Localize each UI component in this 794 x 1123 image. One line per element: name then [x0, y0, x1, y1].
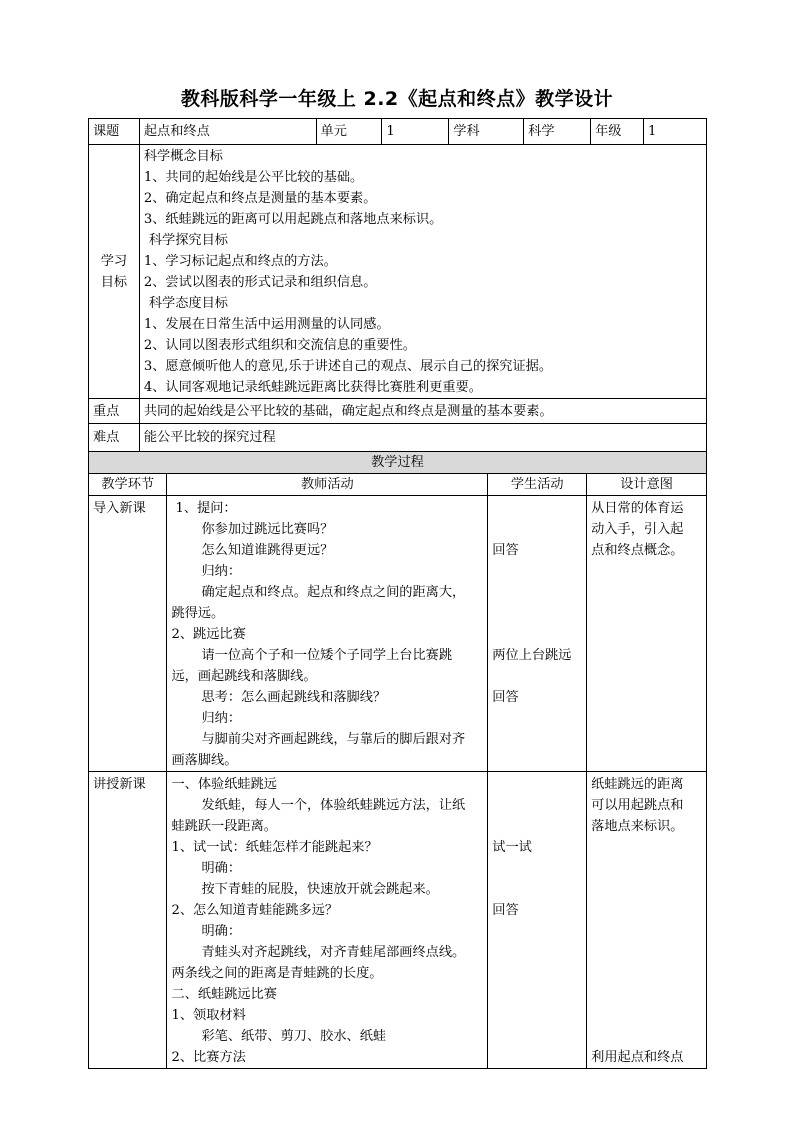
objective-line: 1、发展在日常生活中运用测量的认同感。 [143, 317, 390, 332]
course-value: 起点和终点 [139, 119, 316, 145]
process-columns-row [89, 474, 707, 496]
difficulty-row [89, 424, 707, 452]
objective-line: 1、学习标记起点和终点的方法。 [143, 254, 337, 269]
teacher-line: 确定起点和终点。起点和终点之间的距离大， [201, 585, 466, 600]
student-line [492, 879, 582, 900]
intent-line: 点和终点概念。 [591, 543, 684, 558]
process-heading: 教学过程 [89, 452, 707, 474]
course-label: 课题 [89, 119, 140, 145]
grade-value: 1 [644, 119, 707, 145]
intro-student [488, 496, 587, 772]
col-student: 学生活动 [488, 474, 587, 496]
student-line: 回答 [492, 690, 519, 705]
student-line [492, 624, 582, 645]
col-teacher: 教师活动 [167, 474, 488, 496]
key-point-label: 重点 [89, 399, 140, 424]
teacher-line: 明确： [201, 861, 242, 876]
teacher-line: 归纳： [201, 711, 242, 726]
teacher-line: 1、试一试：纸蛙怎样才能跳起来？ [171, 840, 378, 855]
subject-value: 科学 [524, 119, 591, 145]
student-line [492, 816, 582, 837]
difficulty-label: 难点 [89, 424, 140, 452]
teacher-line: 怎么知道谁跳得更远？ [201, 543, 334, 558]
intent-line: 从日常的体育运 [591, 501, 684, 516]
teacher-line: 远，画起跳线和落脚线。 [171, 669, 317, 684]
teacher-line: 跳得远。 [171, 606, 225, 621]
intent-line: 动入手，引入起 [591, 522, 684, 537]
objective-line: 1、共同的起始线是公平比较的基础。 [143, 170, 364, 185]
col-intent: 设计意图 [587, 474, 707, 496]
lecture-row [89, 772, 707, 1069]
lecture-student [488, 772, 587, 1069]
objectives-content [139, 145, 706, 399]
teacher-line: 与脚前尖对齐画起跳线，与靠后的脚后跟对齐 [201, 732, 466, 747]
student-line [492, 582, 582, 603]
lecture-teacher [167, 772, 488, 1069]
teacher-line: 按下青蛙的屁股，快速放开就会跳起来。 [201, 882, 439, 897]
key-point-row [89, 399, 707, 424]
difficulty-value: 能公平比较的探究过程 [139, 424, 706, 452]
teacher-line: 1、提问： [175, 501, 237, 516]
teacher-line: 请一位高个子和一位矮个子同学上台比赛跳 [201, 648, 453, 663]
header-row [89, 119, 707, 145]
document-title: 教科版科学一年级上 2.2《起点和终点》教学设计 [180, 88, 614, 110]
teacher-line: 2、怎么知道青蛙能跳多远？ [171, 903, 339, 918]
teacher-line: 画落脚线。 [171, 753, 238, 768]
student-line [492, 774, 582, 795]
teacher-line: 两条线之间的距离是青蛙跳的长度。 [171, 966, 383, 981]
teacher-line: 2、跳远比赛 [171, 627, 246, 642]
objectives-label [89, 145, 140, 399]
objectives-label-line: 学习 [100, 253, 128, 269]
student-line: 回答 [492, 543, 519, 558]
objective-line: 科学态度目标 [148, 296, 228, 311]
student-line [492, 603, 582, 624]
teacher-line: 归纳： [201, 564, 242, 579]
student-line [492, 666, 582, 687]
teacher-line: 二、纸蛙跳远比赛 [171, 987, 277, 1002]
lecture-stage: 讲授新课 [89, 772, 167, 1069]
intent-line: 落地点来标识。 [591, 819, 684, 834]
intent-line: 可以用起跳点和 [591, 798, 684, 813]
objective-line: 2、认同以图表形式组织和交流信息的重要性。 [143, 338, 416, 353]
teacher-line: 青蛙头对齐起跳线，对齐青蛙尾部画终点线。 [201, 945, 466, 960]
teacher-line: 1、领取材料 [171, 1008, 246, 1023]
intro-intent [587, 496, 707, 772]
objectives-row [89, 145, 707, 399]
teacher-line: 明确： [201, 924, 242, 939]
student-line [492, 795, 582, 816]
student-line [492, 561, 582, 582]
student-line: 试一试 [492, 840, 532, 855]
student-line [492, 858, 582, 879]
col-stage: 教学环节 [89, 474, 167, 496]
intent-line: 利用起点和终点 [591, 1050, 684, 1065]
student-line: 两位上台跳远 [492, 648, 572, 663]
subject-label: 学科 [449, 119, 524, 145]
teacher-line: 蛙跳跃一段距离。 [171, 819, 277, 834]
objective-line: 3、纸蛙跳远的距离可以用起跳点和落地点来标识。 [143, 212, 443, 227]
objectives-label-line: 目标 [100, 274, 128, 290]
lecture-intent [587, 772, 707, 1069]
process-heading-row [89, 452, 707, 474]
teacher-line: 2、比赛方法 [171, 1050, 246, 1065]
teacher-line: 彩笔、纸带、剪刀、胶水、纸蛙 [201, 1029, 387, 1044]
grade-label: 年级 [591, 119, 644, 145]
objective-line: 2、尝试以图表的形式记录和组织信息。 [143, 275, 377, 290]
student-line [492, 498, 582, 519]
teacher-line: 发纸蛙，每人一个，体验纸蛙跳远方法，让纸 [201, 798, 466, 813]
teacher-line: 思考：怎么画起跳线和落脚线？ [201, 690, 387, 705]
intro-teacher [167, 496, 488, 772]
objective-line: 科学概念目标 [143, 149, 223, 164]
student-line: 回答 [492, 903, 519, 918]
intro-row [89, 496, 707, 772]
key-point-value: 共同的起始线是公平比较的基础，确定起点和终点是测量的基本要素。 [139, 399, 706, 424]
teacher-line: 一、体验纸蛙跳远 [171, 777, 277, 792]
objective-line: 3、愿意倾听他人的意见,乐于讲述自己的观点、展示自己的探究证据。 [143, 359, 553, 374]
objective-line: 科学探究目标 [148, 233, 228, 248]
unit-label: 单元 [316, 119, 382, 145]
intro-stage: 导入新课 [89, 496, 167, 772]
teacher-line: 你参加过跳远比赛吗？ [201, 522, 334, 537]
student-line [492, 519, 582, 540]
intent-line: 纸蛙跳远的距离 [591, 777, 684, 792]
objective-line: 2、确定起点和终点是测量的基本要素。 [143, 191, 377, 206]
lesson-info-table [88, 118, 707, 452]
objective-line: 4、认同客观地记录纸蛙跳远距离比获得比赛胜利更重要。 [143, 380, 482, 395]
teaching-process-table [88, 451, 707, 1069]
unit-value: 1 [382, 119, 449, 145]
